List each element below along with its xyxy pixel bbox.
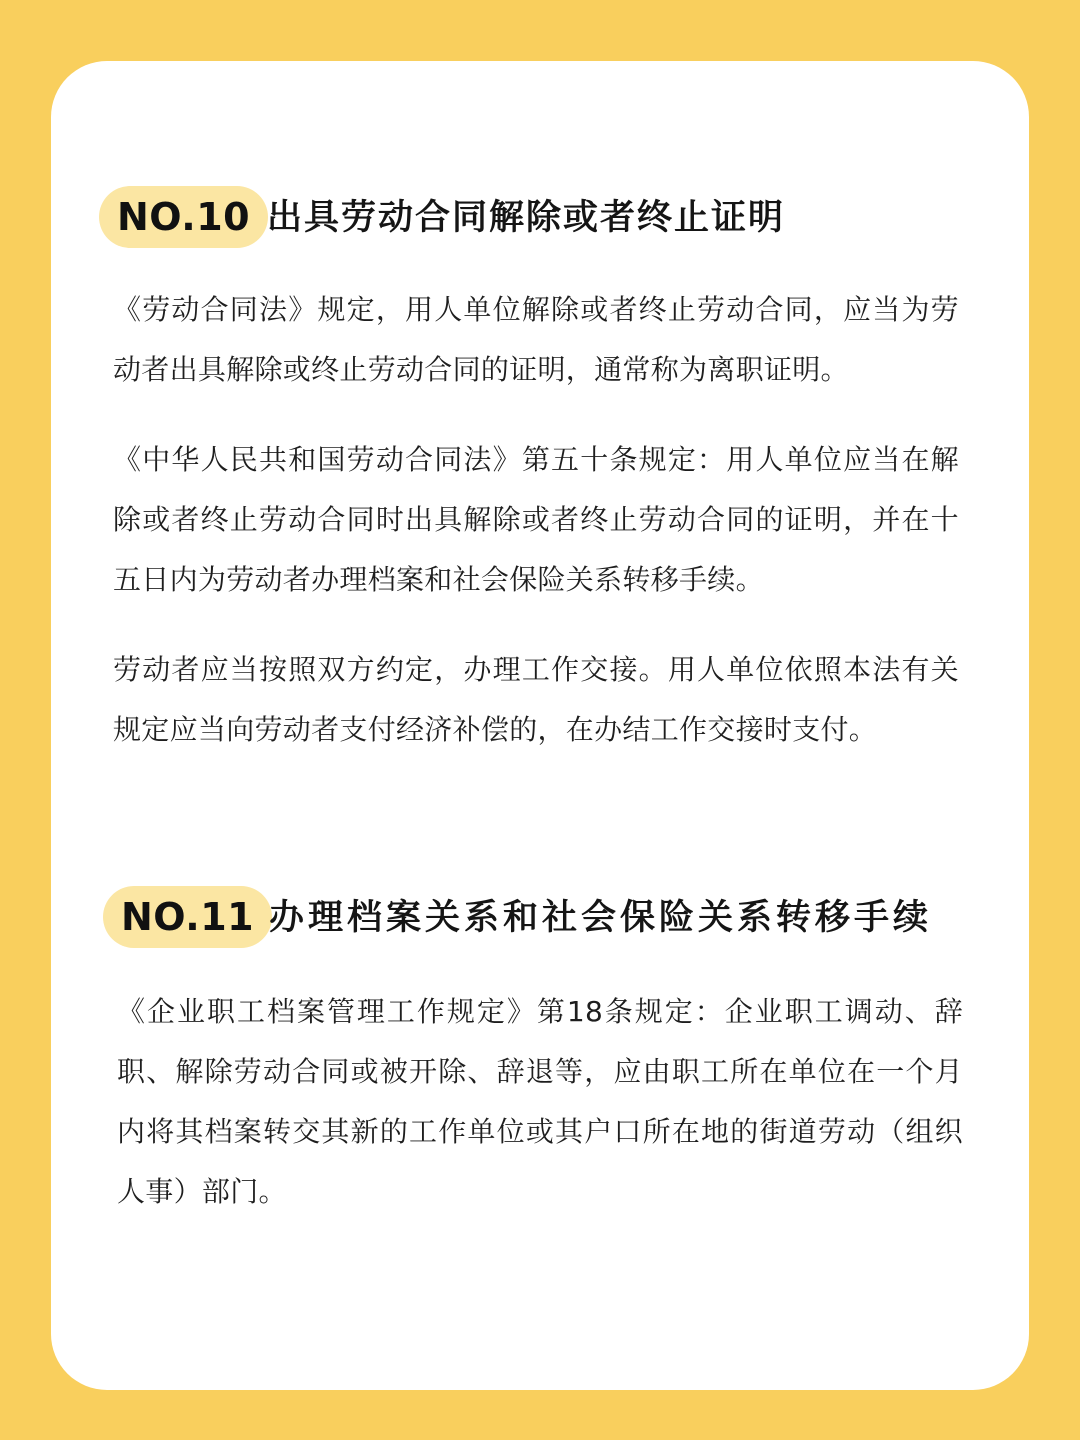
section-title: 出具劳动合同解除或者终止证明 — [267, 198, 786, 238]
section-no-11 — [51, 886, 1029, 1208]
section-body — [117, 982, 963, 1252]
section-number-badge: NO.10 — [99, 186, 268, 248]
section-number-badge: NO.11 — [103, 886, 272, 948]
section-no-10 — [51, 186, 1029, 746]
section-title: 办理档案关系和社会保险关系转移手续 — [269, 898, 933, 938]
section-heading — [51, 186, 1029, 250]
content-card — [51, 61, 1029, 1390]
section-body — [113, 280, 959, 790]
body-paragraph: 劳动者应当按照双方约定，办理工作交接。用人单位依照本法有关规定应当向劳动者支付经济补偿的，在办结工作交接时支付。 — [113, 653, 959, 746]
body-paragraph: 《中华人民共和国劳动合同法》第五十条规定：用人单位应当在解除或者终止劳动合同时出具解除或者终止劳动合同的证明，并在十五日内为劳动者办理档案和社会保险关系转移手续。 — [113, 443, 959, 596]
body-paragraph: 《企业职工档案管理工作规定》第18条规定：企业职工调动、辞职、解除劳动合同或被开除、辞退等，应由职工所在单位在一个月内将其档案转交其新的工作单位或其户口所在地的街道劳动（组织人事）部门。 — [117, 995, 963, 1208]
body-paragraph: 《劳动合同法》规定，用人单位解除或者终止劳动合同，应当为劳动者出具解除或终止劳动合同的证明，通常称为离职证明。 — [113, 293, 959, 386]
section-heading — [51, 886, 1029, 950]
